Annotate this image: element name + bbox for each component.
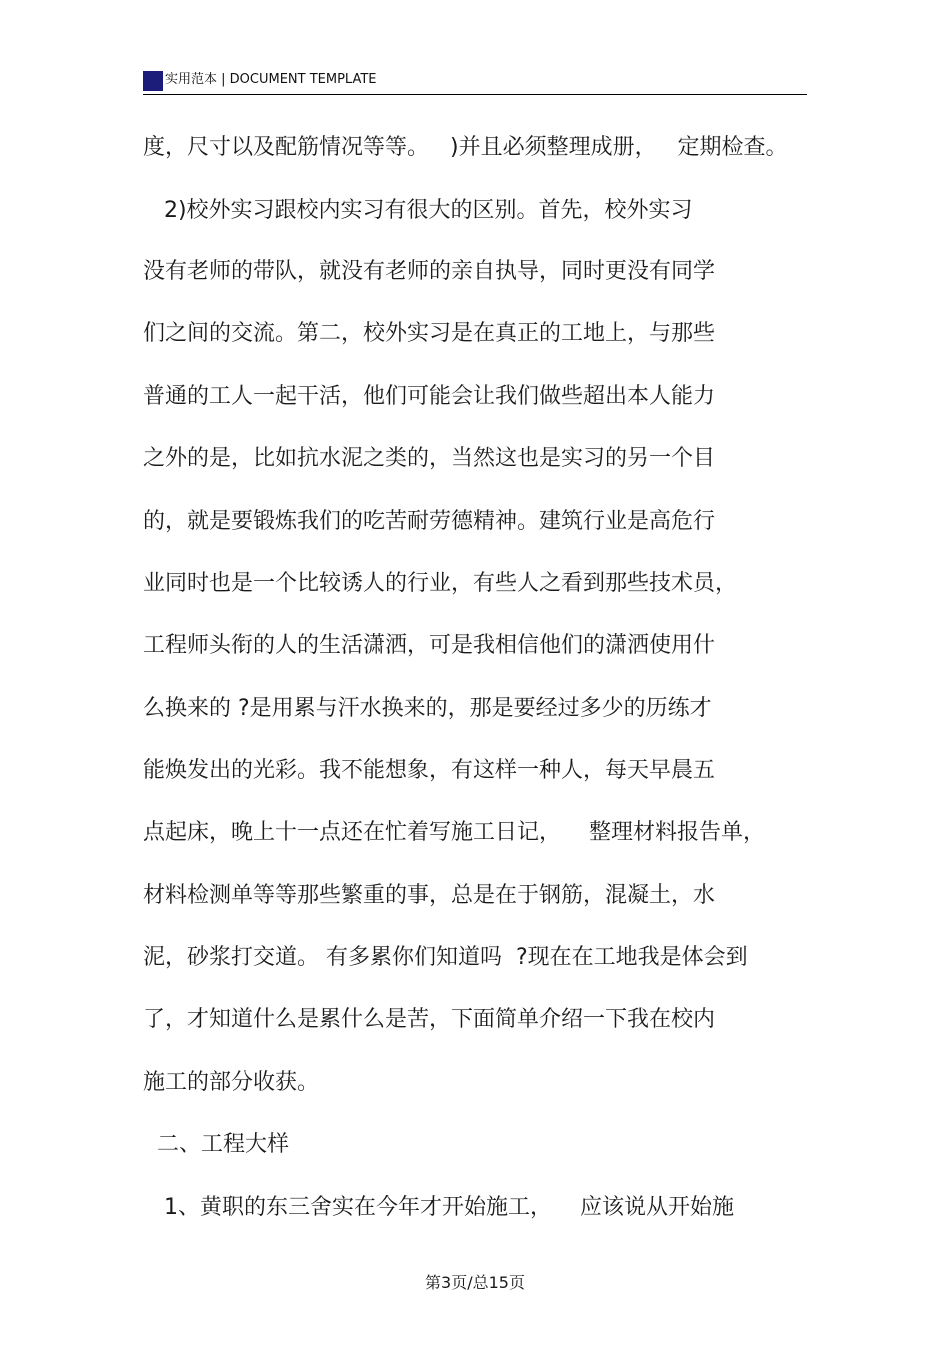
body-line: 普通的工人一起干活，他们可能会让我们做些超出本人能力 [143,384,716,409]
body-line: 2)校外实习跟校内实习有很大的区别。首先，校外实习 [143,198,693,223]
body-line: 能焕发出的光彩。我不能想象，有这样一种人，每天早晨五 [143,758,716,783]
header-label: 实用范本 | DOCUMENT TEMPLATE [165,72,377,87]
body-line: 没有老师的带队，就没有老师的亲自执导，同时更没有同学 [143,259,716,284]
document-header [143,70,807,95]
body-line: 么换来的 ?是用累与汗水换来的，那是要经过多少的历练才 [143,696,712,721]
body-line: 们之间的交流。第二，校外实习是在真正的工地上，与那些 [143,321,716,346]
body-line: 点起床，晚上十一点还在忙着写施工日记， 整理材料报告单， [143,820,765,845]
body-line: 施工的部分收获。 [143,1070,320,1095]
section-heading: 二、工程大样 [143,1132,289,1157]
header-logo-square [143,71,163,91]
page-number: 第3页/总15页 [425,1273,525,1292]
body-line: 之外的是，比如抗水泥之类的，当然这也是实习的另一个目 [143,446,716,471]
body-line: 工程师头衔的人的生活潇洒，可是我相信他们的潇洒使用什 [143,633,716,658]
body-line: 材料检测单等等那些繁重的事，总是在于钢筋，混凝土，水 [143,883,716,908]
body-line: 的，就是要锻炼我们的吃苦耐劳德精神。建筑行业是高危行 [143,509,716,534]
body-line: 1、黄职的东三舍实在今年才开始施工， 应该说从开始施 [143,1195,734,1220]
body-line: 度，尺寸以及配筋情况等等。 )并且必须整理成册， 定期检查。 [143,135,788,160]
body-line: 泥，砂浆打交道。 有多累你们知道吗 ?现在在工地我是体会到 [143,945,748,970]
body-line: 业同时也是一个比较诱人的行业，有些人之看到那些技术员， [143,571,738,596]
body-line: 了，才知道什么是累什么是苦，下面简单介绍一下我在校内 [143,1007,716,1032]
